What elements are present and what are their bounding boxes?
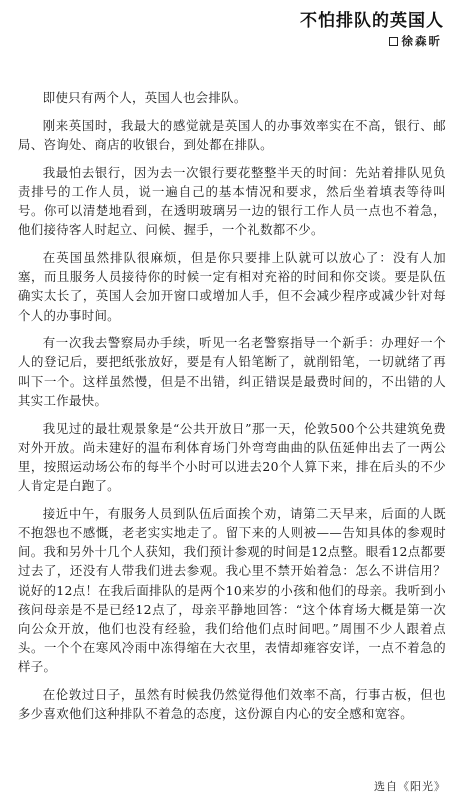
article-body: [18, 88, 446, 732]
author-name: 徐森昕: [401, 34, 442, 48]
paragraph: 接近中午，有服务人员到队伍后面挨个劝，请第二天早来，后面的人既不抱怨也不感慨，老老实实地走了。留下来的人则被——告知具体的参观时间。我和另外十几个人获知，我们预计参观的时间是12点整。眼看12点都要过去了，还没有人带我们进去参观。我心里不禁开始着急：怎么不讲信用？说好的12点！在我后面排队的是两个10来岁的小孩和他们的母亲。我听到小孩问母亲是不是已经12点了，母亲平静地回答：“这个体育场大概是第一次向公众开放，他们也没有经验，我们给他们点时间吧。”周围不少人跟着点头。一个个在寒风冷雨中冻得缩在大衣里，表情却雍容安详，一点不着急的样子。: [18, 505, 446, 675]
paragraph: 刚来英国时，我最大的感觉就是英国人的办事效率实在不高，银行、邮局、咨询处、商店的收银台，到处都在排队。: [18, 117, 446, 152]
paragraph: 在伦敦过日子，虽然有时候我仍然觉得他们效率不高，行事古板，但也多少喜欢他们这种排队不着急的态度，这份源自内心的安全感和宽容。: [18, 687, 446, 722]
paragraph: 我见过的最壮观景象是“公共开放日”那一天，伦敦500个公共建筑免费对外开放。尚未建好的温布利体育场门外弯弯曲曲的队伍延伸出去了一两公里，按照运动场公布的每半个小时可以进去20个人算下来，排在后头的不少人肯定是白跑了。: [18, 420, 446, 494]
paragraph: 有一次我去警察局办手续，听见一名老警察指导一个新手：办理好一个人的登记后，要把纸张放好，要是有人铅笔断了，就削铅笔，一切就绪了再叫下一个。这样虽然慢，但是不出错，纠正错误是最费时间的，不出错的人其实工作最快。: [18, 335, 446, 408]
author-line: [389, 33, 443, 49]
square-icon: [389, 37, 398, 46]
paragraph: 我最怕去银行，因为去一次银行要花整整半天的时间：先站着排队见负责排号的工作人员，说一遍自己的基本情况和要求，然后坐着填表等待叫号。你可以清楚地看到，在透明玻璃另一边的银行工作人员一点也不着急，他们接待客人时起立、问候、握手，一个礼数都不少。: [18, 164, 446, 238]
article-title: 不怕排队的英国人: [300, 11, 444, 31]
paragraph: 在英国虽然排队很麻烦，但是你只要排上队就可以放心了：没有人加塞，而且服务人员接待你的时候一定有相对充裕的时间和你交谈。要是队伍确实太长了，英国人会加开窗口或增加人手，但不会减少程序或减少针对每个人的办事时间。: [18, 249, 446, 323]
paragraph: 即使只有两个人，英国人也会排队。: [42, 90, 247, 105]
source-note: 选自《阳光》: [374, 780, 446, 793]
